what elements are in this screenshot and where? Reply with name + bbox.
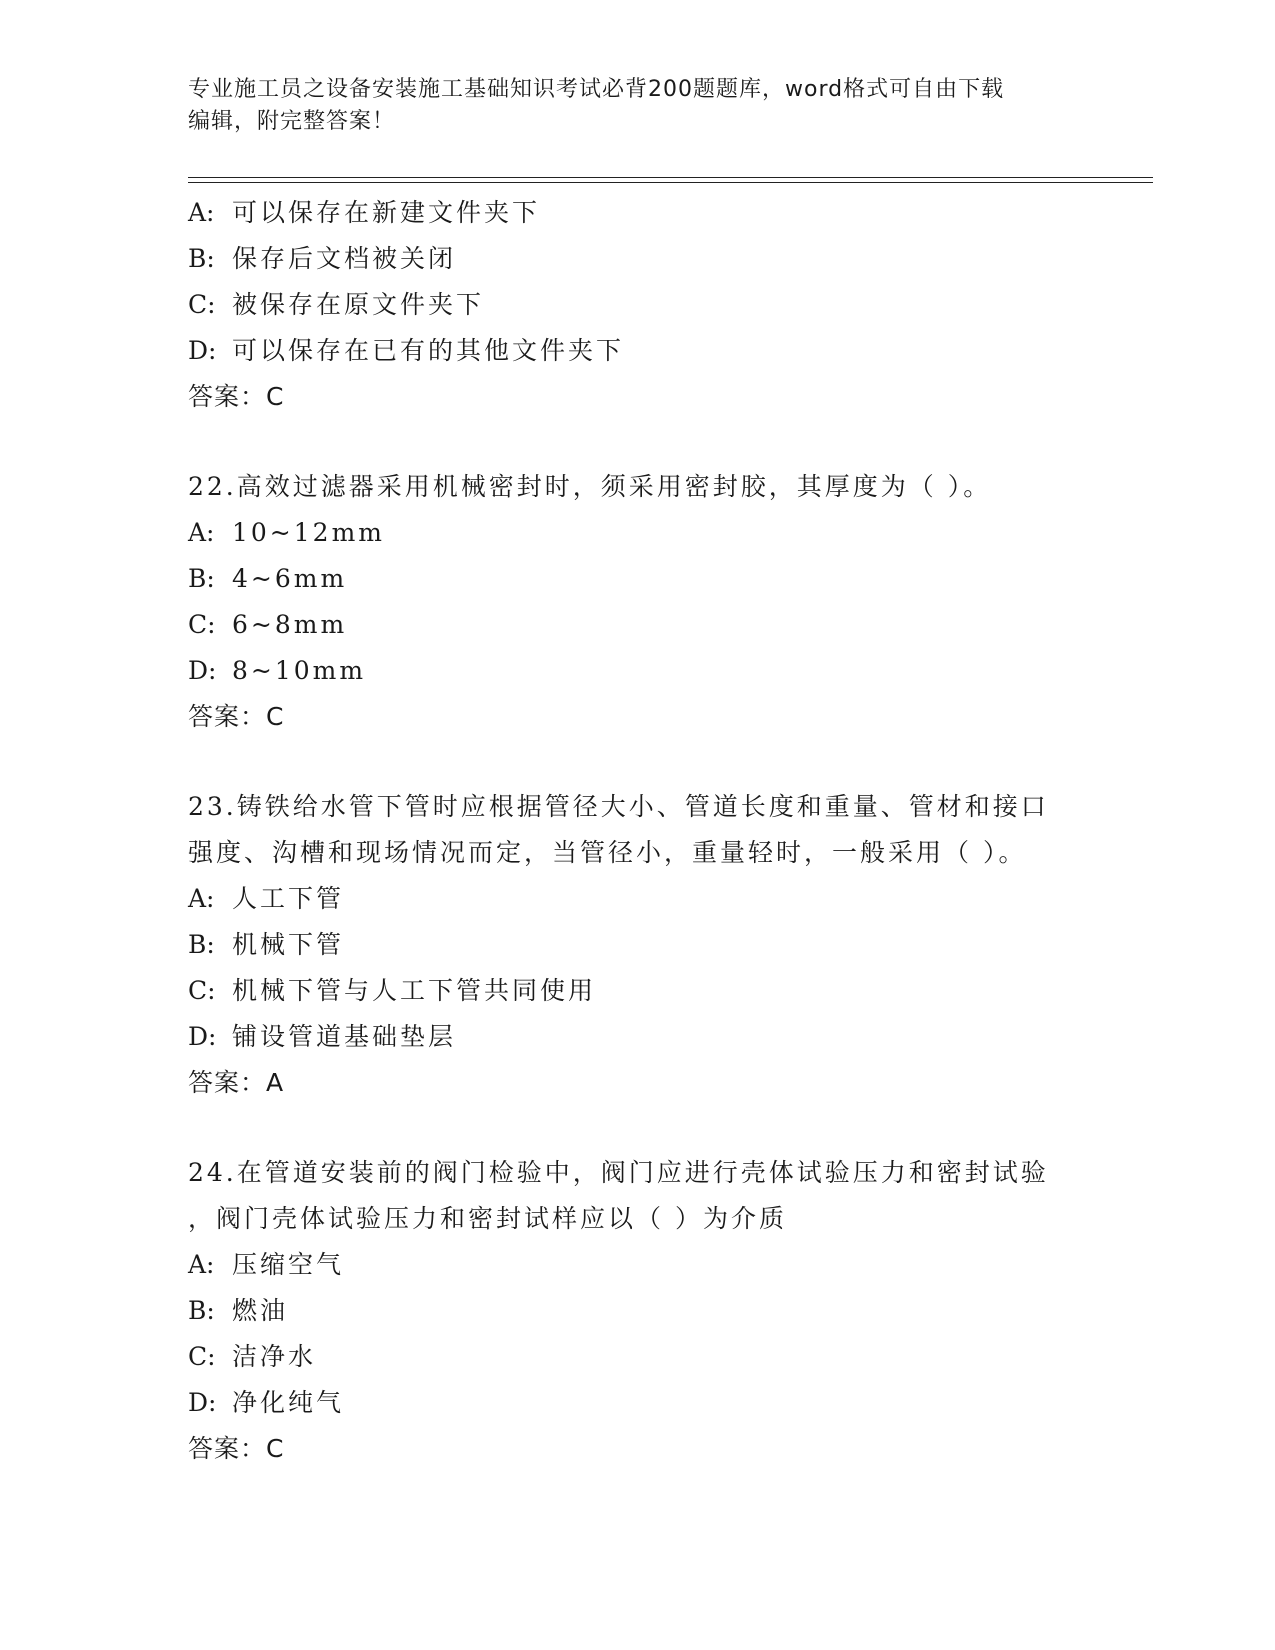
option-c: C: 洁净水 xyxy=(188,1342,317,1371)
option-b: B: 机械下管 xyxy=(188,930,345,959)
answer: 答案：C xyxy=(188,1434,285,1463)
question-text-line-2: ，阀门壳体试验压力和密封试样应以（ ）为介质 xyxy=(188,1204,787,1233)
question-23 xyxy=(188,784,1108,1106)
option-a: A: 压缩空气 xyxy=(188,1250,345,1279)
option-c: C: 被保存在原文件夹下 xyxy=(188,290,485,319)
question-text: 22.高效过滤器采用机械密封时，须采用密封胶，其厚度为（ ）。 xyxy=(188,472,992,501)
option-d: D: 可以保存在已有的其他文件夹下 xyxy=(188,336,625,365)
answer: 答案：C xyxy=(188,702,285,731)
option-b: B: 4~6mm xyxy=(188,564,348,593)
document-header xyxy=(188,74,1088,138)
question-22 xyxy=(188,464,1108,740)
option-a: A: 人工下管 xyxy=(188,884,345,913)
option-d: D: 铺设管道基础垫层 xyxy=(188,1022,457,1051)
question-24 xyxy=(188,1150,1108,1472)
option-d: D: 净化纯气 xyxy=(188,1388,345,1417)
header-divider-top xyxy=(188,177,1153,178)
question-text-line-1: 24.在管道安装前的阀门检验中，阀门应进行壳体试验压力和密封试验 xyxy=(188,1158,1049,1187)
header-divider-bottom xyxy=(188,182,1153,183)
question-21 xyxy=(188,190,1108,420)
answer: 答案：C xyxy=(188,382,285,411)
question-list xyxy=(188,190,1108,1472)
question-text-line-2: 强度、沟槽和现场情况而定，当管径小，重量轻时，一般采用（ ）。 xyxy=(188,838,1027,867)
option-a: A: 10~12mm xyxy=(188,518,385,547)
option-c: C: 6~8mm xyxy=(188,610,348,639)
header-title-line-1: 专业施工员之设备安装施工基础知识考试必背200题题库，word格式可自由下载 xyxy=(188,77,1005,102)
answer: 答案：A xyxy=(188,1068,285,1097)
option-d: D: 8~10mm xyxy=(188,656,367,685)
question-text-line-1: 23.铸铁给水管下管时应根据管径大小、管道长度和重量、管材和接口 xyxy=(188,792,1049,821)
option-b: B: 燃油 xyxy=(188,1296,289,1325)
option-b: B: 保存后文档被关闭 xyxy=(188,244,457,273)
header-title-line-2: 编辑，附完整答案！ xyxy=(188,109,396,134)
option-a: A: 可以保存在新建文件夹下 xyxy=(188,198,541,227)
option-c: C: 机械下管与人工下管共同使用 xyxy=(188,976,597,1005)
